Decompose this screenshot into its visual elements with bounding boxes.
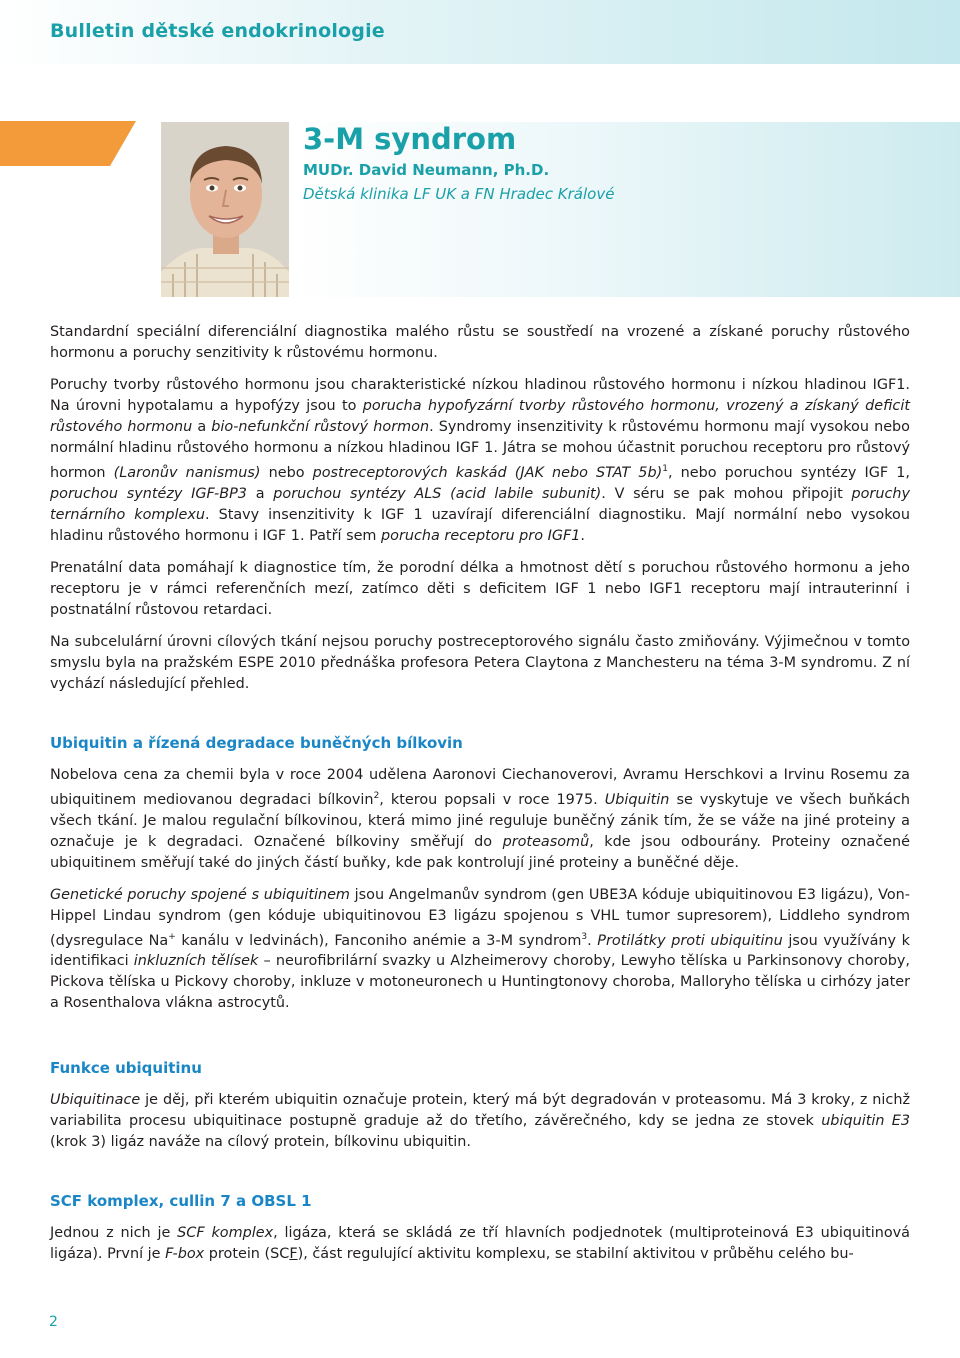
orange-accent-shape xyxy=(0,121,136,166)
text-run: . Syndromy insenzitivity k růstovému hormonu mají vysokou nebo normální hladinu růstového hormonu a nízkou hladinou IGF 1. Játra se mohou účastnit poruchou receptoru pro růstový hormon xyxy=(50,419,910,481)
italic-run: poruchou syntézy ALS (acid labile subunit) xyxy=(273,485,602,502)
text-run: kanálu v ledvinách), Fanconiho anémie a 3-M syndrom xyxy=(175,932,582,949)
text-run: Jednou z nich je xyxy=(50,1225,178,1242)
text-run: , ligáza, která se skládá ze tří hlavních podjednotek (multiproteinová E3 ubiquitinová ligáza). První je xyxy=(50,1225,910,1263)
text-run: . xyxy=(587,932,598,949)
italic-run: porucha hypofyzární tvorby růstového hormonu, vrozený a získaný deficit růstového hormonu xyxy=(50,398,910,435)
italic-run: Protilátky proti ubiquitinu xyxy=(597,932,783,949)
text-run: – neurofibrilární svazky u Alzheimerovy choroby, Lewyho tělíska u Parkinsonovy choroby, Pickova tělíska u Pickovy choroby, inkluze v motoneuronech u Huntingtonovy choroba, Malloryho tělíska u cirhózy jater a Rosenthalova vlákna astrocytů. xyxy=(50,953,911,1012)
text-run: je děj, při kterém ubiquitin označuje protein, který má být degradován v proteasomu. Má 3 kroky, z nichž variabilita procesu ubiquitinace postupně graduje až do třetího, závěrečného, kdy se jedna ze stovek xyxy=(50,1092,910,1130)
article-affiliation: Dětská klinika LF UK a FN Hradec Králové xyxy=(303,185,615,203)
underlined-run: F xyxy=(289,1246,298,1263)
citation-ref: 3 xyxy=(581,931,588,942)
italic-run: bio-nefunkční růstový hormon xyxy=(211,419,430,435)
section2-paragraph-1 xyxy=(50,1090,910,1153)
intro-paragraph-2 xyxy=(50,375,910,547)
section-heading-scf: SCF komplex, cullin 7 a OBSL 1 xyxy=(50,1192,312,1211)
italic-run: inkluzních tělísek xyxy=(133,953,259,970)
italic-run: SCF komplex xyxy=(177,1225,274,1242)
italic-run: poruchou syntézy IGF-BP3 xyxy=(50,485,247,502)
italic-run: poruchy ternárního komplexu xyxy=(50,485,911,523)
italic-run: postreceptorových kaskád (JAK nebo STAT 5b) xyxy=(312,464,663,481)
journal-title: Bulletin dětské endokrinologie xyxy=(50,20,385,42)
text-run: ), část regulující aktivitu komplexu, se stabilní aktivitou v průběhu celého bu- xyxy=(297,1246,854,1263)
text-run: (krok 3) ligáz naváže na cílový protein, bílkovinu ubiquitin. xyxy=(50,1134,472,1151)
citation-ref: 2 xyxy=(373,790,380,801)
author-portrait-icon xyxy=(161,122,289,297)
text-run: a xyxy=(246,485,274,502)
text-run: protein (SC xyxy=(204,1246,290,1263)
header-bar xyxy=(0,0,960,64)
text-run: nebo xyxy=(260,464,313,481)
author-photo xyxy=(161,122,289,297)
intro-paragraph-1: Standardní speciální diferenciální diagnostika malého růstu se soustředí na vrozené a získané poruchy růstového hormonu a poruchy senzitivity k růstovému hormonu. xyxy=(50,324,910,361)
citation-ref: 1 xyxy=(662,464,668,474)
text-run: , nebo poruchou syntézy IGF 1, xyxy=(667,464,910,481)
italic-run: Genetické poruchy spojené s ubiquitinem xyxy=(50,886,350,903)
section1-paragraph-2 xyxy=(50,885,910,1015)
superscript: + xyxy=(168,931,176,942)
italic-run: F-box xyxy=(165,1246,205,1263)
italic-run: (Laronův nanismus) xyxy=(113,464,261,481)
section1-paragraph-1 xyxy=(50,765,910,874)
text-run: a xyxy=(192,419,212,435)
text-run: Poruchy tvorby růstového hormonu jsou charakteristické nízkou hladinou růstového hormonu i nízkou hladinou IGF1. Na úrovni hypotalamu a hypofýzy jsou to xyxy=(50,377,910,414)
section-heading-funkce: Funkce ubiquitinu xyxy=(50,1059,202,1078)
italic-run: Ubiquitinace xyxy=(50,1092,141,1109)
italic-run: proteasomů xyxy=(502,833,590,850)
text-run: . xyxy=(580,527,585,544)
text-run: , kterou popsali v roce 1975. xyxy=(379,791,605,808)
intro-paragraph-4: Na subcelulární úrovni cílových tkání nejsou poruchy postreceptorového signálu často zmiňovány. Výjimečnou v tomto smyslu byla na pražském ESPE 2010 přednáška profesora Petera Claytona z Manchesteru na téma 3-M syndromu. Z ní vychází následující přehled. xyxy=(50,633,910,692)
intro-paragraph-3: Prenatální data pomáhají k diagnostice tím, že porodní délka a hmotnost dětí s poruchou růstového hormonu a jeho receptoru je v rámci referenčních mezí, zatímco děti s deficitem IGF 1 nebo IGF1 receptoru mají intrauterinní i postnatální růstovou retardaci. xyxy=(50,559,910,618)
italic-run: porucha receptoru pro IGF1 xyxy=(381,527,581,544)
text-run: jsou využívány k identifikaci xyxy=(50,932,910,970)
article-author: MUDr. David Neumann, Ph.D. xyxy=(303,161,550,179)
section3-paragraph-1 xyxy=(50,1223,910,1265)
text-run: , kde jsou odbourány. Proteiny označené ubiquitinem směřují také do jiných částí buňky, kde pak kontrolují jiné proteiny a buněčné děje. xyxy=(50,833,910,871)
text-run: Nobelova cena za chemii byla v roce 2004 udělena Aaronovi Ciechanoverovi, Avramu Herschkovi a Irvinu Rosemu za ubiquitinem mediovanou degradaci bílkovin xyxy=(50,766,910,808)
italic-run: Ubiquitin xyxy=(604,791,670,808)
article-body xyxy=(50,322,910,1276)
page-number: 2 xyxy=(49,1314,58,1330)
article-title: 3-M syndrom xyxy=(303,122,517,156)
text-run: jsou Angelmanův syndrom (gen UBE3A kóduje ubiquitinovou E3 ligázu), Von-Hippel Lindau syndrom (gen kóduje ubiquitinovou E3 ligázu spojenou s VHL tumor supresorem), Liddleho syndrom (dysregulace Na xyxy=(50,886,910,949)
text-run: . Stavy insenzitivity k IGF 1 uzavírají diferenciální diagnostiku. Mají normální nebo vysokou hladinu růstového hormonu i IGF 1. Patří sem xyxy=(50,506,910,544)
section-heading-ubiquitin: Ubiquitin a řízená degradace buněčných bílkovin xyxy=(50,733,463,752)
text-run: se vyskytuje ve všech buňkách všech tkání. Je malou regulační bílkovinou, která mimo jiné reguluje buněčný zánik tím, že se váže na jiné proteiny a označuje je k degradaci. Označené bílkoviny směřují do xyxy=(50,791,910,850)
text-run: . V séru se pak mohou připojit xyxy=(601,485,852,502)
italic-run: ubiquitin E3 xyxy=(821,1113,910,1130)
